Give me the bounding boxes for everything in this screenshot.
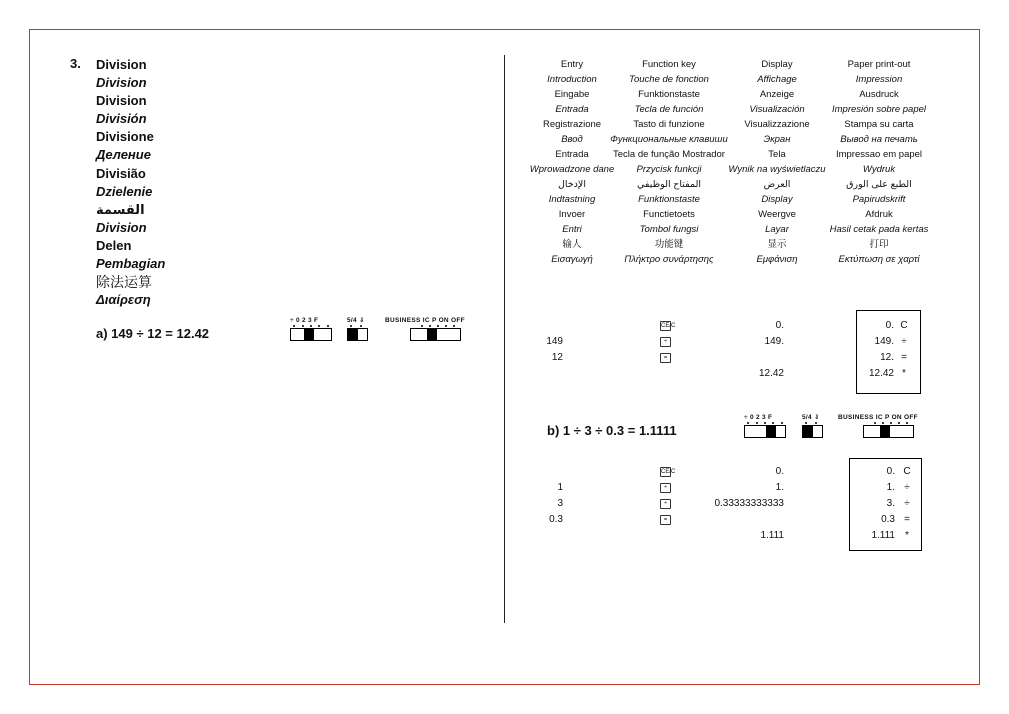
tape-value: 0. bbox=[886, 466, 895, 477]
legend-cell: Wydruk bbox=[862, 164, 896, 175]
legend-row bbox=[522, 237, 942, 252]
calc-key-icon: = bbox=[660, 353, 671, 363]
title-line: القسمة bbox=[96, 201, 145, 217]
legend-row bbox=[522, 102, 942, 117]
legend-cell: Funktionstaste bbox=[638, 194, 700, 205]
legend-cell: Functietoets bbox=[643, 209, 695, 220]
tape-symbol: C bbox=[903, 466, 911, 477]
tape-symbol: ÷ bbox=[904, 482, 910, 493]
round-switch-label-b: 5/4 ⇓ bbox=[802, 414, 820, 421]
calc-key-icon: CE/C bbox=[661, 323, 676, 329]
title-line: Pembagian bbox=[96, 256, 166, 272]
legend-row bbox=[522, 252, 942, 267]
tape-value: 1. bbox=[886, 482, 895, 493]
legend-cell: Display bbox=[761, 59, 793, 70]
legend-row bbox=[522, 207, 942, 222]
tape-value: 3. bbox=[886, 498, 895, 509]
legend-cell: الإدخال bbox=[558, 179, 586, 190]
legend-cell: Impression bbox=[855, 74, 903, 85]
tape-box-a bbox=[856, 310, 921, 394]
legend-cell: Εμφάνιση bbox=[756, 254, 798, 265]
title-line: Dzielenie bbox=[96, 183, 153, 199]
legend-cell: Weergve bbox=[758, 209, 796, 220]
decimal-switch-label: ÷ 0 2 3 F bbox=[290, 317, 319, 324]
calc-key-icon: ÷ bbox=[660, 337, 671, 347]
entry-value: 1 bbox=[557, 482, 563, 493]
legend-cell: 输人 bbox=[562, 239, 582, 250]
title-line: Деление bbox=[96, 147, 151, 163]
tape-value: 0.3 bbox=[881, 514, 895, 525]
legend-cell: Entry bbox=[560, 59, 584, 70]
tape-symbol: ÷ bbox=[904, 498, 910, 509]
tape-symbol: = bbox=[904, 514, 910, 525]
round-switch-label: 5/4 ⇓ bbox=[347, 317, 365, 324]
legend-cell: Visualización bbox=[749, 104, 805, 115]
legend-cell: Affichage bbox=[757, 74, 797, 85]
legend-row bbox=[522, 147, 942, 162]
legend-cell: Entri bbox=[562, 224, 582, 235]
calc-key-icon: = bbox=[660, 515, 671, 525]
tape-value: 0. bbox=[885, 320, 894, 331]
legend-cell: المفتاح الوظيفي bbox=[637, 179, 701, 190]
display-value: 0.33333333333 bbox=[714, 498, 784, 509]
legend-cell: Introduction bbox=[547, 74, 597, 85]
calc-key-icon: ÷ bbox=[660, 483, 671, 493]
legend-cell: Anzeige bbox=[759, 89, 795, 100]
legend-cell: Вывод на печать bbox=[840, 134, 918, 145]
tape-symbol: * bbox=[905, 530, 909, 541]
legend-cell: 功能键 bbox=[654, 239, 684, 250]
display-value: 0. bbox=[775, 466, 784, 477]
round-switch-b bbox=[802, 414, 823, 438]
legend-cell: العرض bbox=[763, 179, 791, 190]
mode-switch-label: BUSINESS IC P ON OFF bbox=[385, 317, 465, 324]
tape-symbol: ÷ bbox=[901, 336, 907, 347]
title-line: Divisione bbox=[96, 129, 154, 145]
round-switch-a bbox=[347, 317, 368, 341]
legend-cell: Touche de fonction bbox=[629, 74, 709, 85]
tape-value: 149. bbox=[874, 336, 894, 347]
title-line: Division bbox=[96, 57, 147, 72]
legend-cell: Stampa su carta bbox=[844, 119, 914, 130]
legend-cell: Invoer bbox=[558, 209, 586, 220]
tape-symbol: C bbox=[900, 320, 908, 331]
title-line: Divisião bbox=[96, 165, 146, 181]
legend-cell: Wprowadzone dane bbox=[529, 164, 615, 175]
decimal-switch-a bbox=[290, 317, 332, 341]
legend-cell: Экран bbox=[763, 134, 791, 145]
legend-cell: Функциональные клавиши bbox=[610, 134, 728, 145]
display-value: 1. bbox=[775, 482, 784, 493]
legend-cell: Wynik na wyświetlaczu bbox=[728, 164, 826, 175]
legend-cell: Εισαγωγή bbox=[551, 254, 593, 265]
mode-switch-label-b: BUSINESS IC P ON OFF bbox=[838, 414, 918, 421]
legend-cell: Tecla de função Mostrador bbox=[613, 149, 725, 160]
legend-cell: Papirudskrift bbox=[852, 194, 906, 205]
title-list bbox=[96, 56, 165, 309]
entry-value: 0.3 bbox=[549, 514, 563, 525]
entry-value: 3 bbox=[557, 498, 563, 509]
display-value: 149. bbox=[764, 336, 784, 347]
legend-cell: Ввод bbox=[561, 134, 583, 145]
tape-symbol: * bbox=[902, 368, 906, 379]
display-value: 1.111 bbox=[760, 530, 784, 541]
tape-symbol: = bbox=[901, 352, 907, 363]
legend-cell: Entrada bbox=[555, 104, 589, 115]
tape-value: 12.42 bbox=[868, 368, 894, 379]
calc-key-icon: CE/C bbox=[661, 469, 676, 475]
legend-row bbox=[522, 192, 942, 207]
legend-cell: Impresión sobre papel bbox=[832, 104, 926, 115]
legend-cell: Εκτύπωση σε χαρτί bbox=[838, 254, 920, 265]
tape-value: 1.111 bbox=[871, 530, 895, 541]
example-b-label: b) 1 ÷ 3 ÷ 0.3 = 1.1111 bbox=[547, 423, 677, 438]
tape-box-b bbox=[849, 458, 922, 551]
legend-cell: Impressao em papel bbox=[835, 149, 923, 160]
legend-cell: Tombol fungsi bbox=[639, 224, 699, 235]
legend-cell: Tasto di funzione bbox=[633, 119, 705, 130]
legend-cell: Function key bbox=[642, 59, 696, 70]
legend-row bbox=[522, 177, 942, 192]
legend-cell: Layar bbox=[765, 224, 789, 235]
column-divider bbox=[504, 55, 505, 623]
mode-switch-a bbox=[385, 317, 465, 341]
legend-cell: الطبع على الورق bbox=[846, 179, 912, 190]
legend-cell: Afdruk bbox=[865, 209, 893, 220]
legend-row bbox=[522, 87, 942, 102]
legend-cell: Funktionstaste bbox=[638, 89, 700, 100]
legend-row bbox=[522, 117, 942, 132]
legend-cell: Πλήκτρο συνάρτησης bbox=[624, 254, 714, 265]
legend-cell: Ausdruck bbox=[859, 89, 899, 100]
legend-cell: 打印 bbox=[869, 239, 889, 250]
legend-cell: Display bbox=[761, 194, 793, 205]
legend-row bbox=[522, 222, 942, 237]
tape-value: 12. bbox=[880, 352, 894, 363]
legend-cell: Registrazione bbox=[542, 119, 602, 130]
legend-cell: 显示 bbox=[767, 239, 787, 250]
mode-switch-b bbox=[838, 414, 918, 438]
display-value: 0. bbox=[775, 320, 784, 331]
title-line: Division bbox=[96, 219, 147, 235]
decimal-switch-b bbox=[744, 414, 786, 438]
legend-cell: Przycisk funkcji bbox=[636, 164, 702, 175]
legend-table bbox=[522, 57, 942, 267]
title-line: 除法运算 bbox=[96, 274, 152, 291]
legend-cell: Tela bbox=[768, 149, 786, 160]
legend-row bbox=[522, 72, 942, 87]
legend-cell: Visualizzazione bbox=[744, 119, 810, 130]
title-line: Division bbox=[96, 75, 147, 91]
entry-value: 149 bbox=[546, 336, 563, 347]
display-value: 12.42 bbox=[758, 368, 784, 379]
legend-row bbox=[522, 132, 942, 147]
legend-cell: Tecla de función bbox=[634, 104, 704, 115]
legend-row bbox=[522, 162, 942, 177]
legend-cell: Eingabe bbox=[554, 89, 590, 100]
entry-value: 12 bbox=[551, 352, 563, 363]
title-line: Διαίρεση bbox=[96, 292, 151, 308]
legend-cell: Paper print-out bbox=[847, 59, 911, 70]
title-line: Delen bbox=[96, 237, 132, 253]
legend-cell: Hasil cetak pada kertas bbox=[829, 224, 929, 235]
calc-key-icon: ÷ bbox=[660, 499, 671, 509]
section-number: 3. bbox=[70, 56, 81, 71]
legend-cell: Entrada bbox=[555, 149, 589, 160]
example-a-label: a) 149 ÷ 12 = 12.42 bbox=[96, 326, 210, 341]
legend-cell: Indtastning bbox=[548, 194, 596, 205]
decimal-switch-label-b: ÷ 0 2 3 F bbox=[744, 414, 773, 421]
legend-row bbox=[522, 57, 942, 72]
title-line: División bbox=[96, 111, 147, 127]
title-line: Division bbox=[96, 93, 147, 109]
